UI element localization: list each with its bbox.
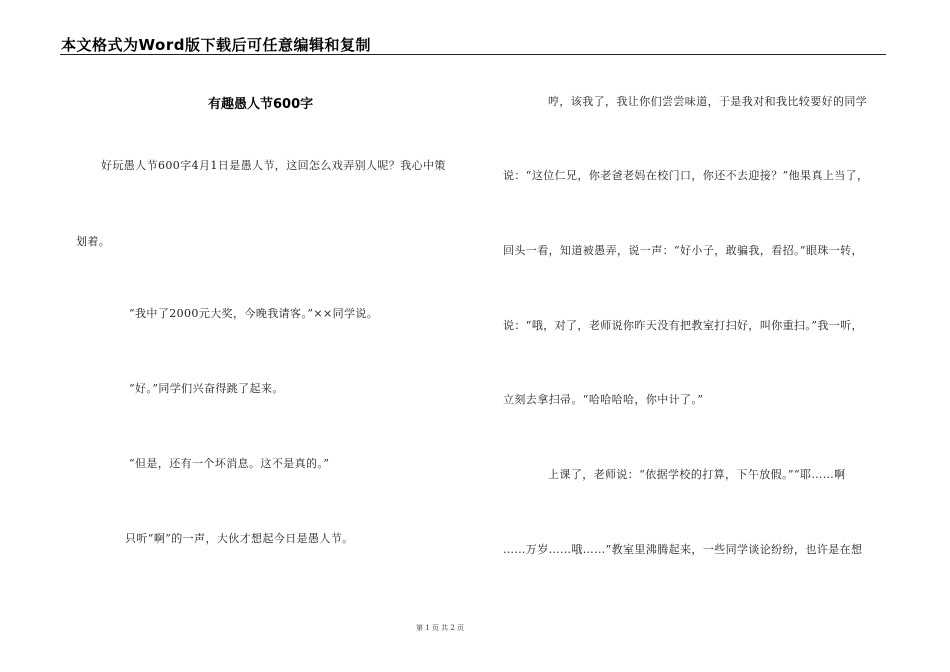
left-paragraph-line: 划着。 [76, 235, 111, 248]
left-paragraph-line: “好。”同学们兴奋得跳了起来。 [129, 382, 284, 395]
header-rule [60, 54, 886, 55]
header-title: 本文格式为Word版下载后可任意编辑和复制 [61, 36, 371, 54]
right-paragraph-line: 上课了，老师说：“依据学校的打算，下午放假。”“耶……啊 [548, 468, 846, 481]
right-paragraph-line: 说：“这位仁兄，你老爸老妈在校门口，你还不去迎接？”他果真上当了， [503, 169, 869, 182]
left-paragraph-line: 好玩愚人节600字4月1日是愚人节，这回怎么戏弄别人呢？我心中策 [101, 159, 446, 172]
left-paragraph-line: “我中了2000元大奖，今晚我请客。”××同学说。 [129, 307, 379, 320]
right-paragraph-line: 回头一看，知道被愚弄，说一声：“好小子，敢骗我，看招。”眼珠一转， [503, 244, 863, 257]
right-paragraph-line: 立刻去拿扫帚。“哈哈哈哈，你中计了。” [503, 393, 704, 406]
page-number-footer: 第 1 页 共 2 页 [415, 624, 465, 632]
right-paragraph-line: 哼，该我了，我让你们尝尝味道，于是我对和我比较要好的同学 [548, 95, 868, 108]
right-paragraph-line: ……万岁……哦……”教室里沸腾起来，一些同学谈论纷纷，也许是在想 [503, 543, 863, 556]
right-paragraph-line: 说：“哦，对了，老师说你昨天没有把教室打扫好，叫你重扫。”我一听， [503, 319, 863, 332]
left-paragraph-line: 只听“啊”的一声，大伙才想起今日是愚人节。 [125, 532, 354, 545]
left-paragraph-line: “但是，还有一个坏消息。这不是真的。” [129, 457, 330, 470]
document-title: 有趣愚人节600字 [208, 97, 314, 112]
